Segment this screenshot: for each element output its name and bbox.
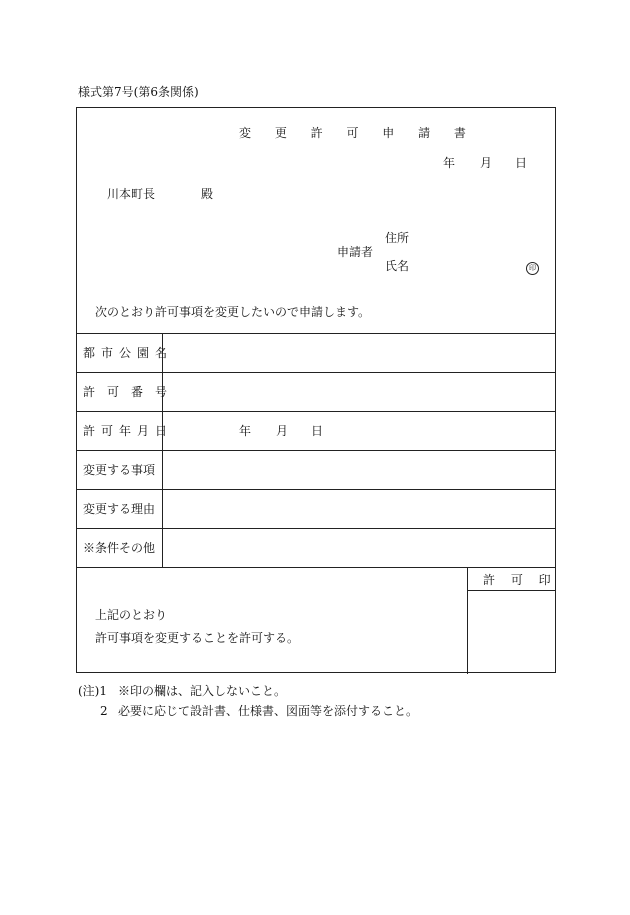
seal-mark (526, 260, 539, 275)
applicant-label: 申請者 (337, 245, 374, 259)
permit-seal-label: 許 可 印 (483, 573, 557, 587)
form-number: 様式第7号(第6条関係) (78, 85, 199, 99)
note-2: 必要に応じて設計書、仕様書、図面等を添付すること。 (118, 704, 419, 718)
name-label: 氏名 (385, 259, 410, 273)
permit-number-label: 許可番号 (83, 385, 180, 399)
row-divider (77, 567, 555, 568)
approval-line-1: 上記のとおり (95, 608, 168, 622)
seal-icon: 印 (526, 262, 539, 275)
change-items-label: 変更する事項 (83, 463, 156, 477)
row-divider (77, 489, 555, 490)
application-form (76, 107, 556, 673)
row-divider (77, 372, 555, 373)
permit-date-label: 許可年月日 (83, 424, 174, 438)
date-month-label: 月 (480, 156, 493, 170)
form-title: 変 更 許 可 申 請 書 (239, 126, 476, 140)
conditions-field[interactable] (169, 542, 549, 556)
change-reason-field[interactable] (169, 503, 549, 517)
row-divider (77, 333, 555, 334)
permit-seal-box[interactable] (468, 591, 556, 673)
permit-date-year-label: 年 (239, 424, 252, 438)
honorific: 殿 (201, 187, 214, 201)
permit-number-field[interactable] (169, 386, 549, 400)
change-items-field[interactable] (169, 464, 549, 478)
date-day-label: 日 (515, 156, 528, 170)
approval-line-2: 許可事項を変更することを許可する。 (95, 631, 300, 645)
row-divider (77, 528, 555, 529)
label-column-divider (162, 333, 163, 567)
request-statement: 次のとおり許可事項を変更したいので申請します。 (95, 305, 371, 319)
note-1: ※印の欄は、記入しないこと。 (118, 684, 287, 698)
date-year-label: 年 (443, 156, 456, 170)
change-reason-label: 変更する理由 (83, 502, 156, 516)
row-divider (77, 450, 555, 451)
addressee: 川本町長 (107, 187, 156, 201)
address-label: 住所 (385, 231, 410, 245)
park-name-label: 都市公園名 (83, 346, 174, 360)
conditions-label: ※条件その他 (83, 541, 156, 555)
permit-date-month-label: 月 (276, 424, 289, 438)
row-divider (77, 411, 555, 412)
note-2-number: 2 (100, 704, 108, 718)
note-prefix: (注)1 (78, 684, 107, 698)
permit-date-day-label: 日 (311, 424, 324, 438)
park-name-field[interactable] (169, 347, 549, 361)
